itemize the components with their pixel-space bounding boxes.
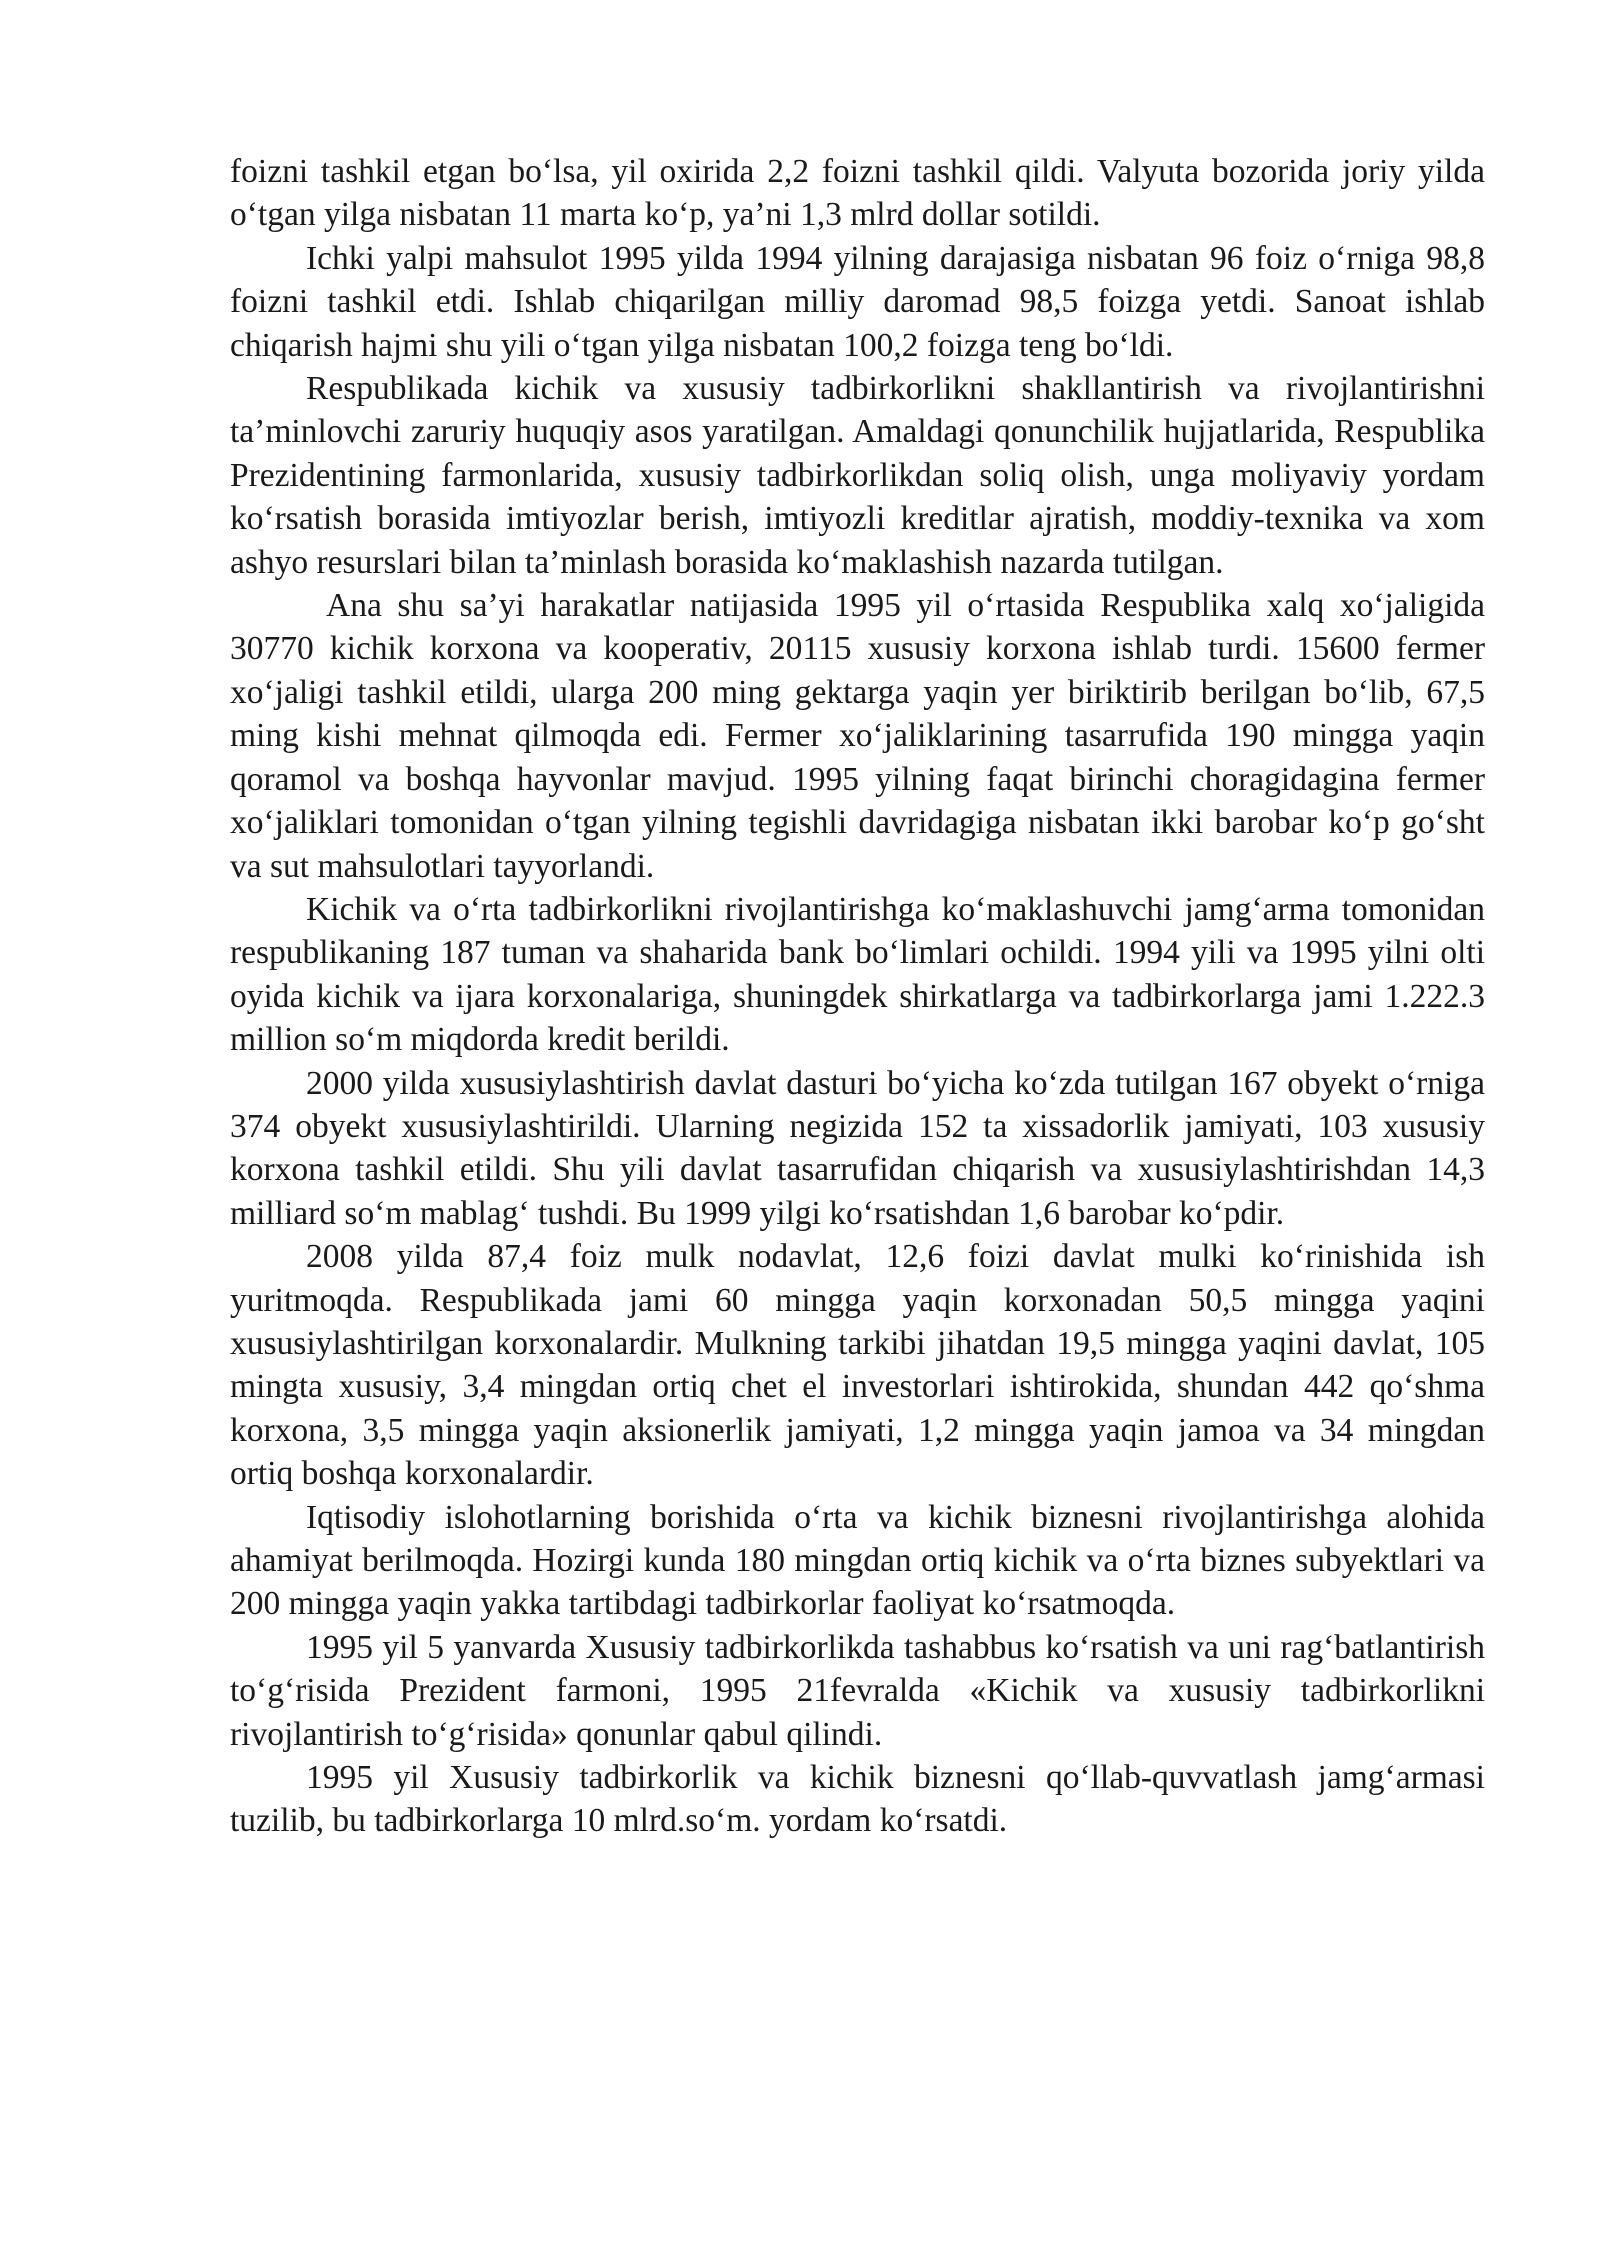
paragraph-ownership-2008: 2008 yilda 87,4 foiz mulk nodavlat, 12,6 foizi davlat mulki ko‘rinishida ish yuritmoqda. Respublikada jami 60 mingga yaqin korxonadan 50,5 mingga yaqini xususiylashtirilgan korxonalardir. Mulkning tarkibi jihatdan 19,5 mingga yaqini davlat, 105 mingta xususiy, 3,4 mingdan ortiq chet el investorlari ishtirokida, shundan 442 qo‘shma korxona, 3,5 mingga yaqin aksionerlik jamiyati, 1,2 mingga yaqin jamoa va 34 mingdan ortiq boshqa korxonalardir.	[230, 1238, 1485, 1493]
paragraph-legal-basis: Respublikada kichik va xususiy tadbirkorlikni shakllantirish va rivojlantirishni ta’minlovchi zaruriy huquqiy asos yaratilgan. Amaldagi qonunchilik hujjatlarida, Respublika Prezidentining farmonlarida, xususiy tadbirkorlikdan soliq olish, unga moliyaviy yordam ko‘rsatish borasida imtiyozlar berish, imtiyozli kreditlar ajratish, moddiy-texnika va xom ashyo resurslari bilan ta’minlash borasida ko‘maklashish nazarda tutilgan.	[230, 370, 1485, 581]
document-page	[230, 150, 1485, 1843]
paragraph-decree-1995: 1995 yil 5 yanvarda Xususiy tadbirkorlikda tashabbus ko‘rsatish va uni rag‘batlantirish to‘g‘risida Prezident farmoni, 1995 21fevralda «Kichik va xususiy tadbirkorlikni rivojlantirish to‘g‘risida» qonunlar qabul qilindi.	[230, 1628, 1485, 1753]
paragraph-results-1995: Ana shu sa’yi harakatlar natijasida 1995 yil o‘rtasida Respublika xalq xo‘jaligida 30770 kichik korxona va kooperativ, 20115 xususiy korxona ishlab turdi. 15600 fermer xo‘jaligi tashkil etildi, ularga 200 ming gektarga yaqin yer biriktirib berilgan bo‘lib, 67,5 ming kishi mehnat qilmoqda edi. Fermer xo‘jaliklarining tasarrufida 190 mingga yaqin qoramol va boshqa hayvonlar mavjud. 1995 yilning faqat birinchi choragidagina fermer xo‘jaliklari tomonidan o‘tgan yilning tegishli davridagiga nisbatan ikki barobar ko‘p go‘sht va sut mahsulotlari tayyorlandi.	[230, 587, 1485, 885]
paragraph-small-business: Iqtisodiy islohotlarning borishida o‘rta va kichik biznesni rivojlantirishga alohida ahamiyat berilmoqda. Hozirgi kunda 180 mingdan ortiq kichik va o‘rta biznes subyektlari va 200 mingga yaqin yakka tartibdagi tadbirkorlar faoliyat ko‘rsatmoqda.	[230, 1498, 1485, 1623]
paragraph-privatization-2000: 2000 yilda xususiylashtirish davlat dasturi bo‘yicha ko‘zda tutilgan 167 obyekt o‘rniga 374 obyekt xususiylashtirildi. Ularning negizida 152 ta xissadorlik jamiyati, 103 xususiy korxona tashkil etildi. Shu yili davlat tasarrufidan chiqarish va xususiylashtirishdan 14,3 milliard so‘m mablag‘ tushdi. Bu 1999 yilgi ko‘rsatishdan 1,6 barobar ko‘pdir.	[230, 1064, 1485, 1232]
paragraph-support-fund: Kichik va o‘rta tadbirkorlikni rivojlantirishga ko‘maklashuvchi jamg‘arma tomonidan respublikaning 187 tuman va shaharida bank bo‘limlari ochildi. 1994 yili va 1995 yilni olti oyida kichik va ijara korxonalariga, shuningdek shirkatlarga va tadbirkorlarga jami 1.222.3 million so‘m miqdorda kredit berildi.	[230, 890, 1485, 1059]
paragraph-fund-1995: 1995 yil Xususiy tadbirkorlik va kichik biznesni qo‘llab-quvvatlash jamg‘armasi tuzilib, bu tadbirkorlarga 10 mlrd.so‘m. yordam ko‘rsatdi.	[230, 1759, 1485, 1840]
paragraph-continuation: foizni tashkil etgan bo‘lsa, yil oxirida 2,2 foizni tashkil qildi. Valyuta bozorida joriy yilda o‘tgan yilga nisbatan 11 marta ko‘p, ya’ni 1,3 mlrd dollar sotildi.	[230, 153, 1485, 234]
paragraph-gdp: Ichki yalpi mahsulot 1995 yilda 1994 yilning darajasiga nisbatan 96 foiz o‘rniga 98,8 foizni tashkil etdi. Ishlab chiqarilgan milliy daromad 98,5 foizga yetdi. Sanoat ishlab chiqarish hajmi shu yili o‘tgan yilga nisbatan 100,2 foizga teng bo‘ldi.	[230, 239, 1485, 364]
